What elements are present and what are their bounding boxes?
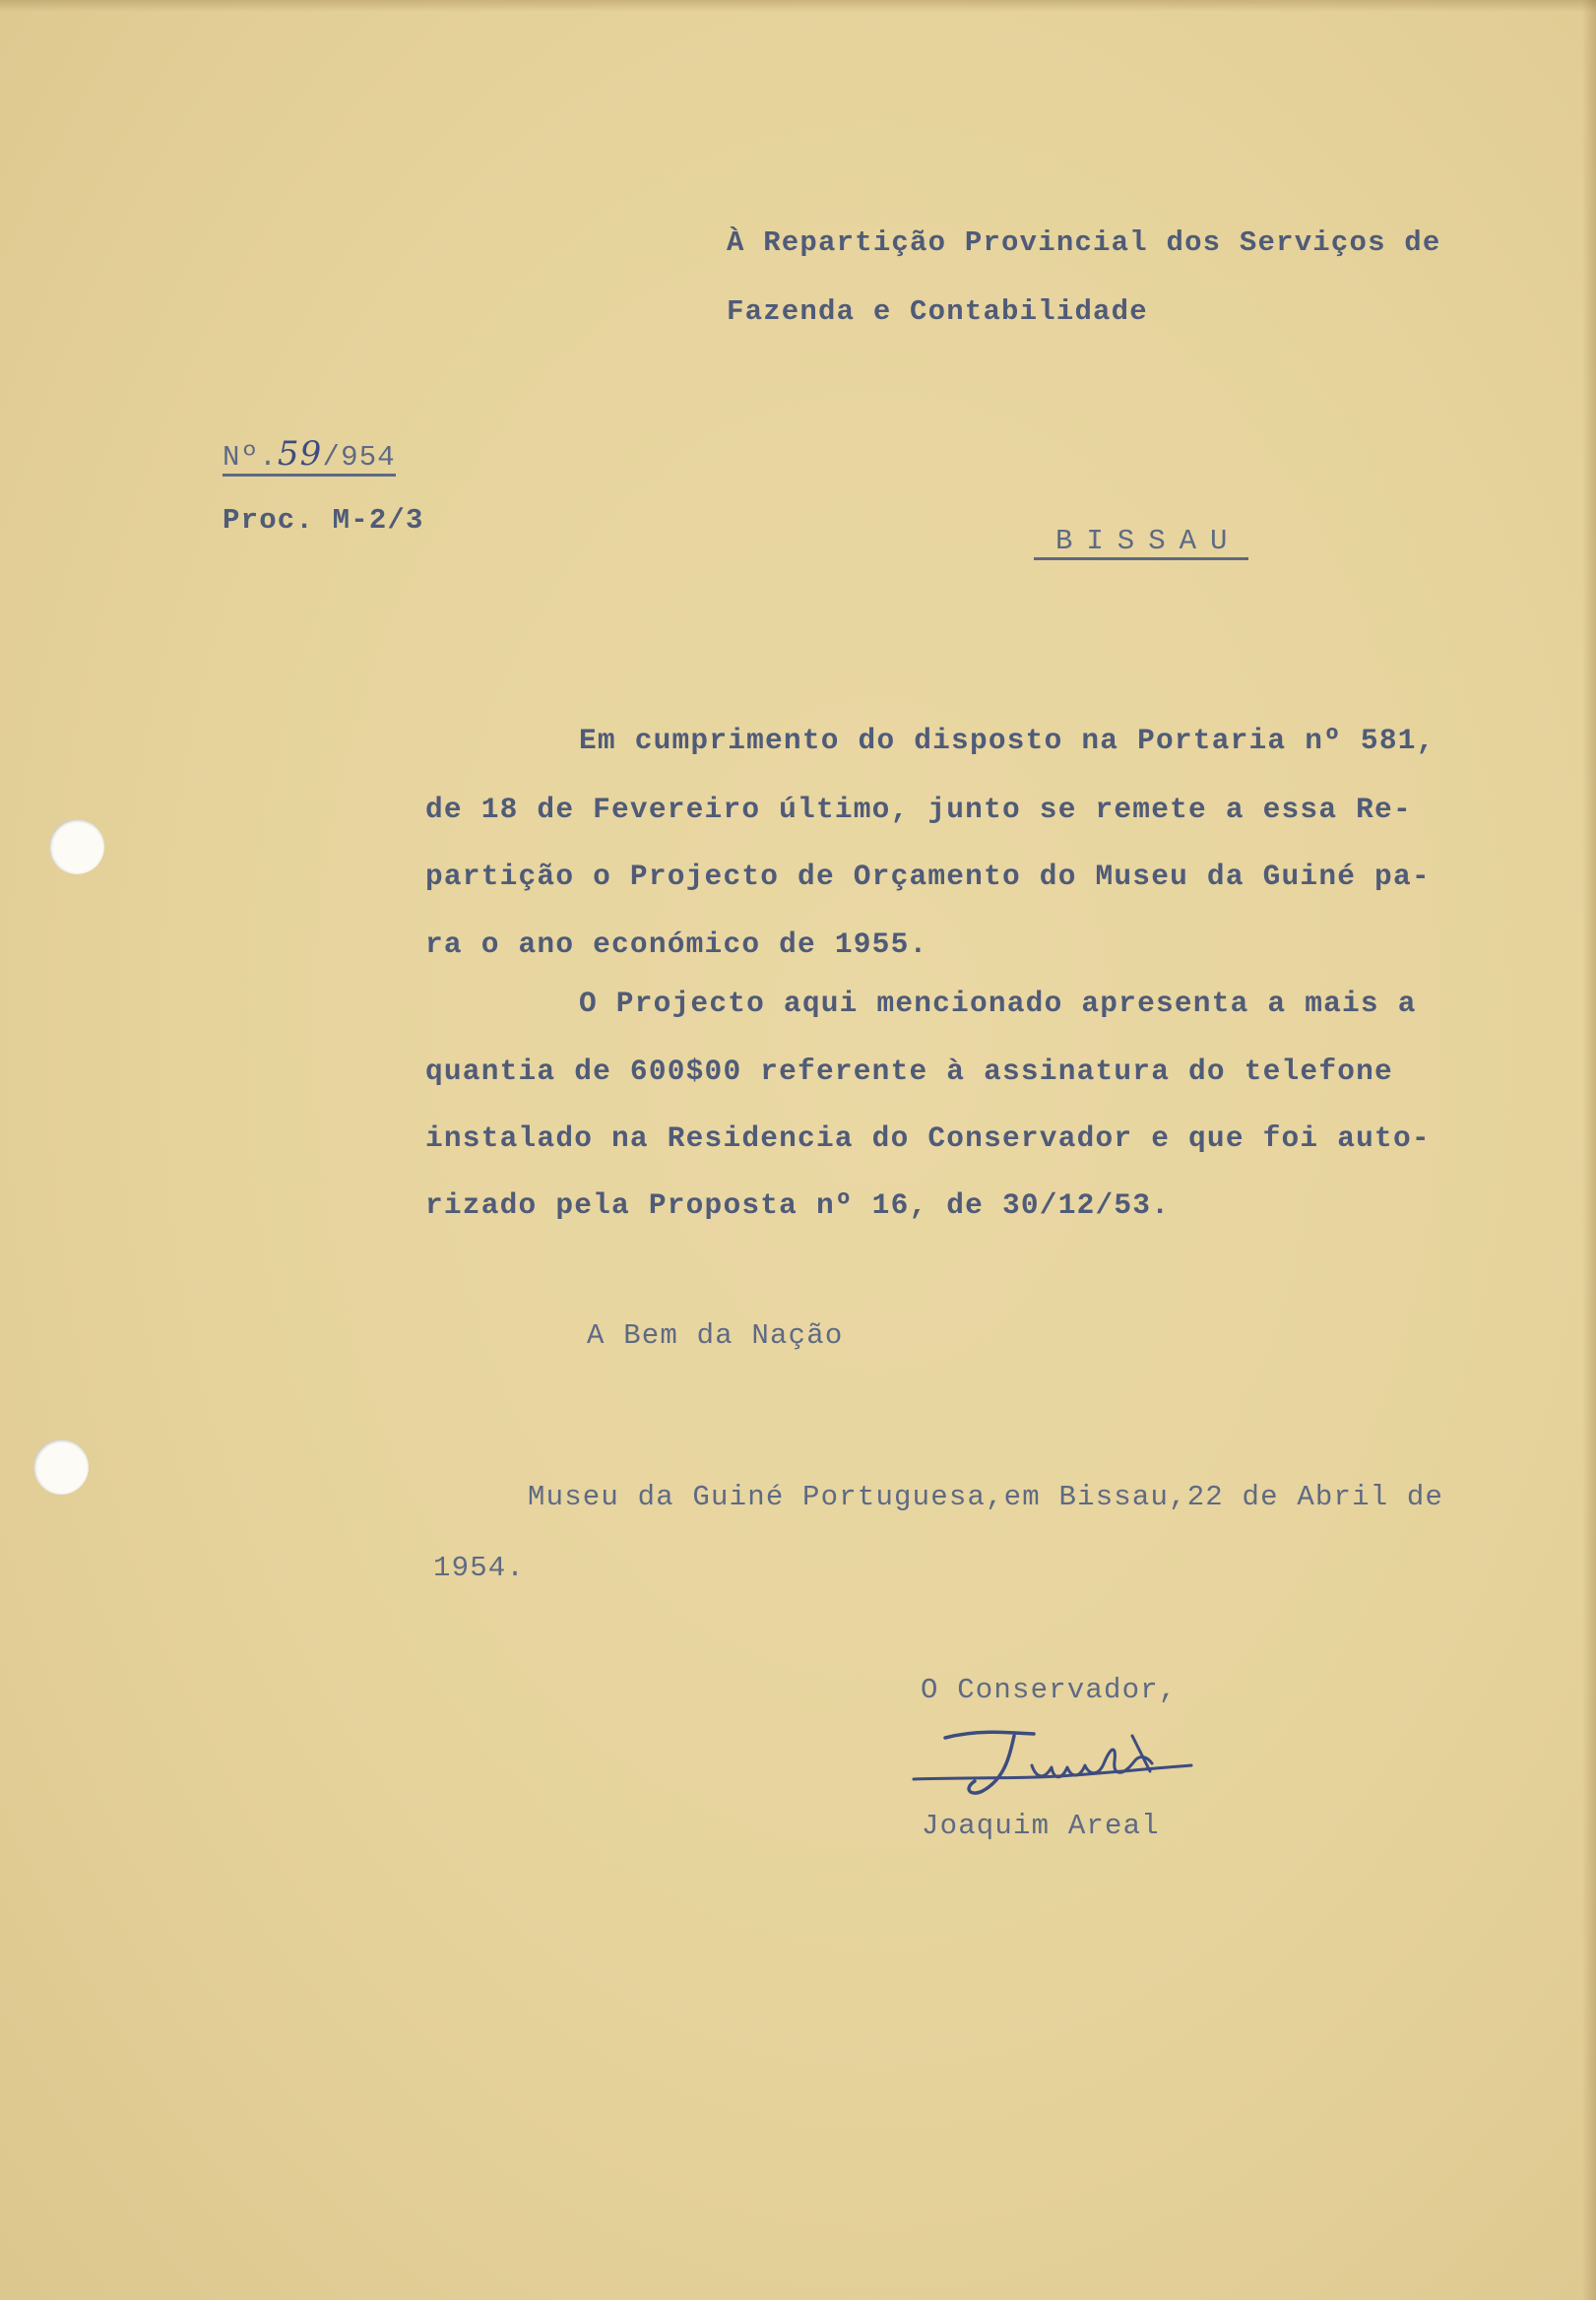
place-date-line-1: Museu da Guiné Portuguesa,em Bissau,22 de Abril de xyxy=(528,1481,1444,1513)
punch-hole-bottom xyxy=(33,1439,89,1495)
signatory-name: Joaquim Areal xyxy=(922,1810,1160,1842)
body-line: Em cumprimento do disposto na Portaria nº 581, xyxy=(579,724,1436,757)
closing-salutation: A Bem da Nação xyxy=(587,1319,844,1352)
handwritten-signature xyxy=(906,1718,1201,1817)
paper-edge-right xyxy=(1582,0,1596,2300)
body-line: ra o ano económico de 1955. xyxy=(425,927,928,961)
addressee-line-1: À Repartição Provincial dos Serviços de xyxy=(727,226,1441,259)
process-reference: Proc. M-2/3 xyxy=(223,504,424,537)
place-date-line-2: 1954. xyxy=(433,1552,526,1584)
destination-city: BISSAU xyxy=(1034,527,1248,560)
body-line: instalado na Residencia do Conservador e que foi auto- xyxy=(425,1121,1431,1155)
punch-hole-top xyxy=(49,819,104,874)
body-line: quantia de 600$00 referente à assinatura do telefone xyxy=(425,1054,1393,1088)
body-line: O Projecto aqui mencionado apresenta a mais a xyxy=(579,987,1417,1020)
addressee-line-2: Fazenda e Contabilidade xyxy=(727,295,1148,328)
body-line: partição o Projecto de Orçamento do Museu da Guiné pa- xyxy=(425,860,1431,893)
paper-edge-top xyxy=(0,0,1596,12)
reference-number-suffix: /954 xyxy=(322,441,396,474)
reference-number-prefix: Nº. xyxy=(223,441,278,474)
body-line: de 18 de Fevereiro último, junto se remete a essa Re- xyxy=(425,793,1412,826)
body-line: rizado pela Proposta nº 16, de 30/12/53. xyxy=(425,1188,1171,1222)
reference-number xyxy=(223,434,396,477)
reference-number-handwritten: 59 xyxy=(277,434,323,474)
signatory-title: O Conservador, xyxy=(921,1674,1178,1706)
